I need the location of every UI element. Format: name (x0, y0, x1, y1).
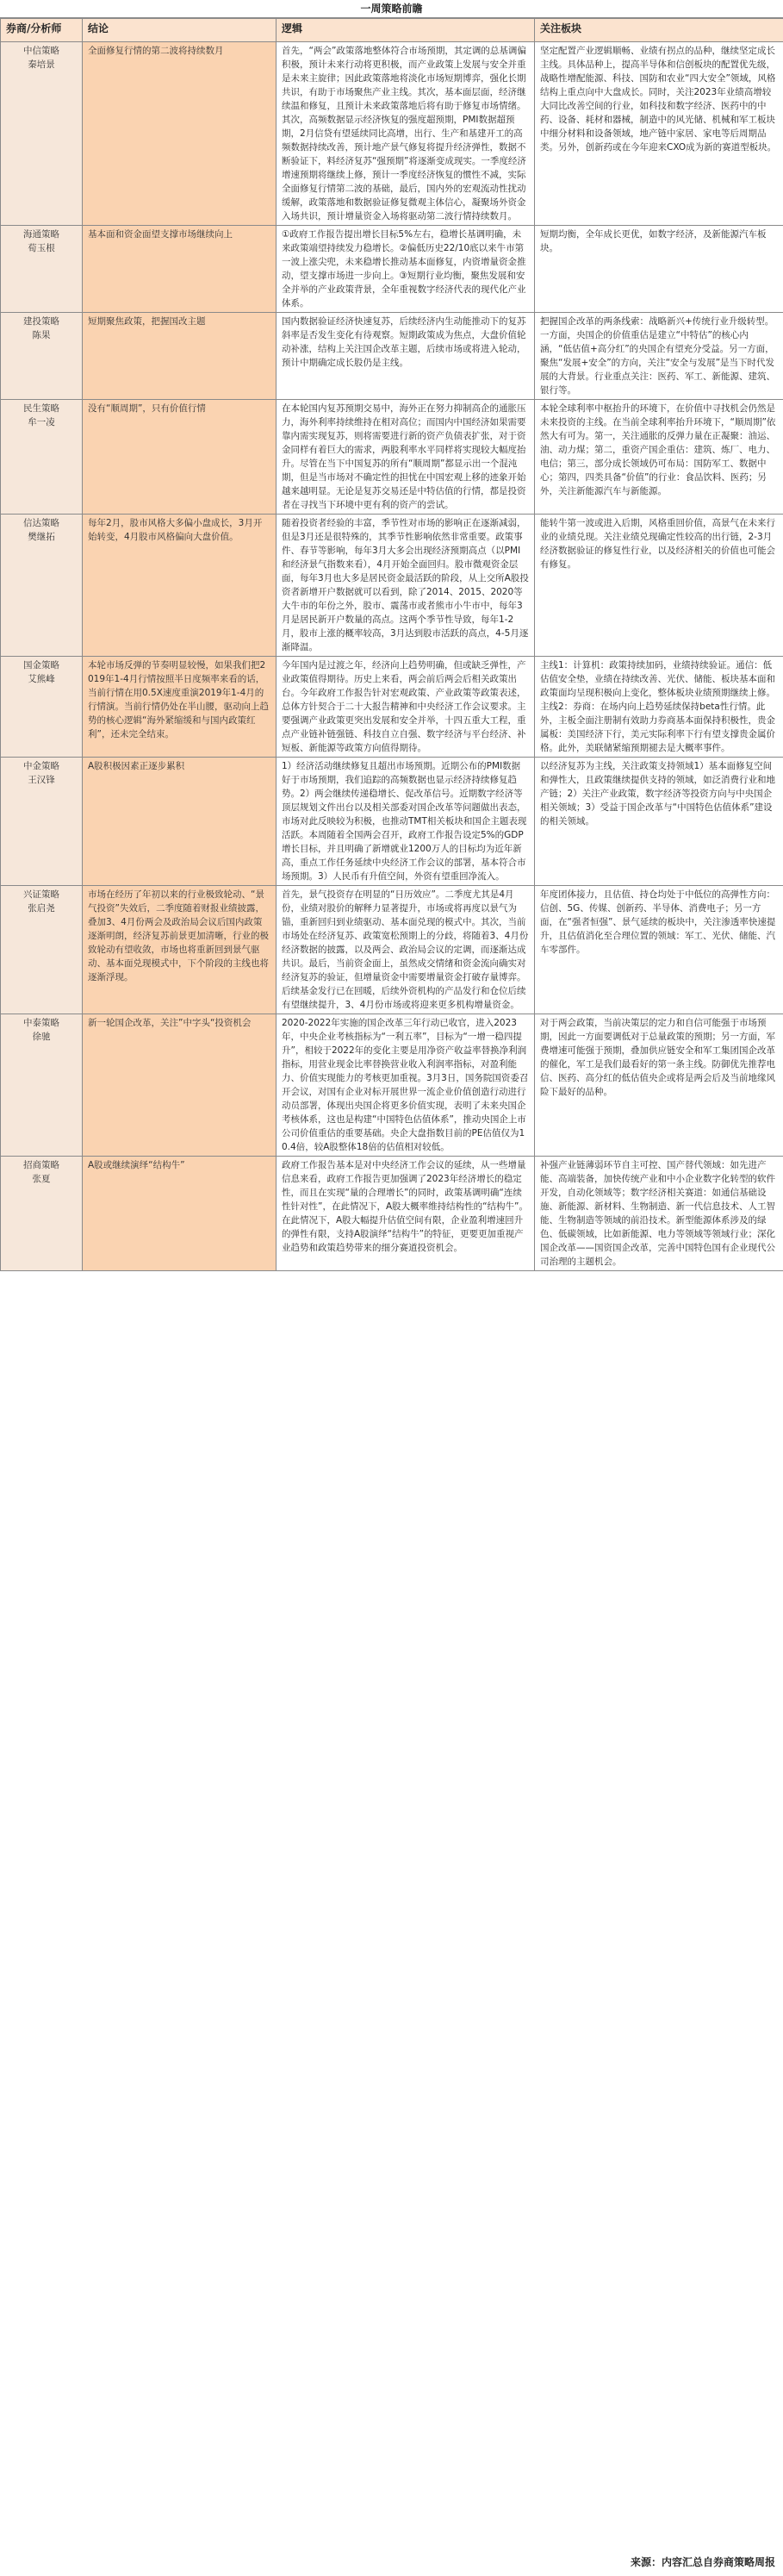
table-row (1, 42, 783, 226)
logic-cell: 在本轮国内复苏预期交易中，海外正在努力抑制高企的通胀压力，海外利率持续维持在相对高位；而国内中国经济如果需要靠内需实现复苏，则将需要进行新的资产负债表扩张，对于资金同样有着巨大的需求，两股利率水平同样将实现较大幅度抬升。尽管在当下中国复苏的所有“顺周期”都显示出一个混沌期，但是当市场对不确定性的担忧在中国宏观上移的迹象开始越来越明显。无论是复苏交易还是中特估值的行情，都是投资者在寻找当下环境中更有利的资产的尝试。 (277, 400, 535, 515)
analyst-name: 王汉锋 (28, 775, 55, 785)
table-row (1, 400, 783, 515)
conclusion-cell: 全面修复行情的第二波将持续数月 (83, 42, 277, 226)
broker-name: 民生策略 (23, 403, 59, 414)
focus-cell: 本轮全球利率中枢抬升的环境下，在价值中寻找机会仍然是未来投资的主线。在当前全球利率抬升环境下，“顺周期”依然大有可为。第一，关注通胀的反弹力量在正凝聚：油运、油、动力煤；第二，重资产国企重估：建筑、炼厂、电力、电信；第三，部分成长领域仍可布局：国防军工、数据中心；第四，四类具备“价值”的行业：食品饮料、医药；另外，关注新能源汽车与新能源。 (535, 400, 783, 515)
focus-cell: 坚定配置产业逻辑顺畅、业绩有拐点的品种，继续坚定成长主线。具体品种上，提高半导体和信创板块的配置优先级，战略性增配能源、科技、国防和农业“四大安全”领域，风格结构上重点向中大盘成长。同时，关注2023年业绩高增较大同比改善空间的行业，如科技和数字经济、医药中的中药、设备、耗材和器械，制造中的风光储、机械和军工板块中细分材料和设备领域，地产链中家居、家电等后周期品类。另外，创新药或在今年迎来CXO成为新的赛道型板块。 (535, 42, 783, 226)
conclusion-cell: 每年2月，股市风格大多偏小盘成长，3月开始转变，4月股市风格偏向大盘价值。 (83, 515, 277, 657)
analyst-name: 张启尧 (28, 903, 55, 914)
conclusion-cell: 市场在经历了年初以来的行业极致轮动、“景气投资”失效后，二季度随着财报业绩披露，叠加3、4月份两会及政治局会议后国内政策逐渐明朗，经济复苏前景更加清晰，行业的极致轮动有望收敛，市场也将重新回到景气驱动、基本面兑现模式中，下个阶段的主线也将逐渐浮现。 (83, 886, 277, 1014)
header-conclusion: 结论 (83, 19, 277, 42)
analyst-cell (1, 313, 83, 400)
focus-cell: 能转牛第一波或进入后期，风格重回价值，高景气在未来行业的业绩兑现。关注业绩兑现确定性较高的出行链，2-3月经济数据验证的修复性行业，以及经济相关的价值也可能会有修复。 (535, 515, 783, 657)
broker-name: 国金策略 (23, 660, 59, 671)
broker-name: 海通策略 (23, 229, 59, 240)
focus-cell: 年度团体接力，且估值、持仓均处于中低位的高弹性方向：信创、5G、传媒、创新药、半导体、消费电子；另一方面，在“强者恒强”、景气延续的板块中，关注渗透率快速提升，且估值消化至合理位置的领域：军工、光伏、储能、汽车零部件。 (535, 886, 783, 1014)
logic-cell: 国内数据验证经济快速复苏，后续经济内生动能推动下的复苏斜率是否发生变化有待观察。短期政策成为焦点，大盘价值轮动补涨，结构上关注国企改革主题，后续市场或将进入轮动，预计中期确定成长股仍是主线。 (277, 313, 535, 400)
focus-cell: 把握国企改革的两条线索：战略新兴+传统行业升级转型。一方面，央国企的价值重估是建立“中特估”的核心内涵，“低估值+高分红”的央国企有望充分受益。另一方面，聚焦“发展+安全”的方向，关注“安全与发展”是当下时代发展的大背景。行业重点关注：医药、军工、新能源、建筑、银行等。 (535, 313, 783, 400)
table-row (1, 886, 783, 1014)
table-row (1, 1157, 783, 1271)
focus-cell: 主线1：计算机：政策持续加码，业绩持续验证。通信：低估值安全垫，业绩在持续改善、光伏、储能、板块基本面和政策面均呈现积极向上变化，整体板块业绩预期继续上修。主线2：券商：在场内向上趋势延续保持beta性行情。此外，主板全面注册制有效助力券商基本面保持积极性，贵金属板：美国经济下行，美元实际利率下行有望支撑贵金属价格。此外，美联储紧缩预期褪去是大概率事件。 (535, 657, 783, 758)
broker-name: 中信策略 (23, 46, 59, 56)
analyst-cell (1, 758, 83, 886)
source-footer: 来源：内容汇总自券商策略周报 (630, 2556, 775, 2568)
analyst-name: 荀玉根 (28, 243, 55, 253)
logic-cell: 首先，景气投资存在明显的“日历效应”。二季度尤其是4月份，业绩对股价的解释力显著提升，市场或将再度以景气为锚，重新回归到业绩驱动、基本面兑现的模式中。其次，当前市场处在经济复苏、政策宽松预期上的分歧，将随着3、4月份经济数据的披露，以及两会、政治局会议的定调，而逐渐达成共识。最后，当前资金面上，虽然成交情绪和资金流向确实对经济复苏的验证，但增量资金中需要增量资金打破存量博弈。后续基金发行已在回暖，后续外资机构的产品发行和仓位后续有望继续提升，3、4月份市场或将迎来更多机构增量资金。 (277, 886, 535, 1014)
table-row (1, 758, 783, 886)
logic-cell: 政府工作报告基本是对中央经济工作会议的延续，从一些增量信息来看，政府工作报告更加强调了2023年经济增长的稳定性，而且在实现“量的合理增长”的同时，政策基调明确“连续性针对性”，在此情况下，A股大概率维持结构性的“结构牛”。在此情况下，A股大幅提升估值空间有限，企业盈利增速回升的弹性有限，支持A股演绎“结构牛”的特征，更要更加重视产业趋势和政策趋势带来的细分赛道投资机会。 (277, 1157, 535, 1271)
broker-name: 信达策略 (23, 518, 59, 528)
analyst-name: 张夏 (32, 1174, 51, 1184)
analyst-cell (1, 400, 83, 515)
logic-cell: 随着投资者经验的丰富，季节性对市场的影响正在逐渐减弱，但是3月还是很特殊的，其季节性影响依然非常重要。政策事件、春节等影响，每年3月大多会出现经济预期高点（以PMI和经济景气指数来看），4月开始全面回归。股市微观资金层面，每年3月也大多是居民资金最活跃的阶段，从上交所A股投资者新增开户数据就可以看到，除了2014、2015、2020等大牛市的年份之外，股市、震荡市或者熊市小牛市中，每年3月是居民新开户数量的高点。这两个季节性导致，每年1-2月，股市上涨的概率较高，3月达到股市活跃的高点，4-5月逐渐降温。 (277, 515, 535, 657)
analyst-name: 陈果 (32, 330, 51, 340)
page-title: 一周策略前瞻 (0, 0, 783, 18)
analyst-cell (1, 226, 83, 313)
analyst-name: 艾熊峰 (28, 674, 55, 684)
conclusion-cell: 短期聚焦政策，把握国改主题 (83, 313, 277, 400)
analyst-name: 樊继拓 (28, 532, 55, 542)
analyst-name: 秦培景 (28, 59, 55, 70)
header-row (1, 19, 783, 42)
table-row (1, 1014, 783, 1157)
table-row (1, 226, 783, 313)
header-broker: 券商/分析师 (1, 19, 83, 42)
table-row (1, 515, 783, 657)
strategy-table (0, 18, 783, 1271)
analyst-cell (1, 42, 83, 226)
logic-cell: 2020-2022年实施的国企改革三年行动已收官，进入2023年，中央企业考核指标为“一利五率”，目标为“一增一稳四提升”，相较于2022年的变化主要是用净资产收益率替换净利润指标，用营业现金比率替换营业收入利润率指标，对盈利能力、价值实现能力的考核更加重视。3月3日，国务院国资委召开会议，对国有企业对标开展世界一流企业价值创造行动进行动员部署，体现出央国企将更多价值实现，表明了未来央国企考核体系，这也是构建“中国特色估值体系”，推动央国企上市公司价值重估的重要基础。央企大盘指数目前的PE估值仅为10.4倍，较A股整体18倍的估值相对较低。 (277, 1014, 535, 1157)
focus-cell: 对于两会政策，当前决策层的定力和自信可能强于市场预期，因此一方面要调低对于总量政策的预期；另一方面，军费增速可能强于预期，叠加供应链安全和军工集团国企改革的催化，军工是我们最看好的第一条主线。防御优先推荐电信、医药、高分红的低估值央企或将是两会后及当前地缘风险下最好的品种。 (535, 1014, 783, 1157)
broker-name: 兴证策略 (23, 889, 59, 900)
broker-name: 建投策略 (23, 316, 59, 327)
logic-cell: 首先，“两会”政策落地整体符合市场预期，其定调的总基调偏积极，预计未来行动将更积极，而产业政策上发展与安全并重是未来主旋律；因此政策落地将淡化市场短期博弈，强化长期共识，有助于市场聚焦产业主线。其次，基本面层面，经济继续温和修复，且预计未来政策落地后将有助于修复市场情绪。其次，高频数据显示经济恢复的强度超预期，PMI数据超预期，2月信贷有望延续同比高增，出行、生产和基建开工的高频数据持续改善，预计地产景气修复将提升经济弹性，数据不断验证下，料经济复苏“强预期”将逐渐变成现实。一季度经济增速预期将继续上修，预计一季度经济恢复的惯性不减，实际全面修复行情第二波的基础，最后，国内外的宏观流动性扰动缓解，政策落地和数据验证修复微观主体信心，凝聚场外资金入场共识，预计增量资金入场将驱动第二波行情持续数月。 (277, 42, 535, 226)
conclusion-cell: A股或继续演绎“结构牛” (83, 1157, 277, 1271)
conclusion-cell: 基本面和资金面望支撑市场继续向上 (83, 226, 277, 313)
broker-name: 招商策略 (23, 1160, 59, 1170)
analyst-cell (1, 1157, 83, 1271)
header-focus: 关注板块 (535, 19, 783, 42)
table-row (1, 657, 783, 758)
analyst-cell (1, 1014, 83, 1157)
conclusion-cell: 新一轮国企改革，关注”中字头“投资机会 (83, 1014, 277, 1157)
analyst-cell (1, 515, 83, 657)
broker-name: 中金策略 (23, 761, 59, 771)
analyst-name: 徐驰 (32, 1032, 51, 1042)
logic-cell: 1）经济活动继续修复且超出市场预期。近期公布的PMI数据好于市场预期，我们追踪的高频数据也显示经济持续修复趋势。2）两会继续传递稳增长、促改革信号。近期数字经济等顶层规划文件出台以及相关部委对国企改革等问题做出表态，市场对此反映较为积极，也推动TMT相关板块和国企主题表现活跃。本周随着全国两会召开，政府工作报告设定5%的GDP增长目标，并且明确了新增就业1200万人的目标均为近年新高，重点工作任务延续中央经济工作会议的部署，基本符合市场预期。3）人民币有升值空间，外资有望重回净流入。 (277, 758, 535, 886)
logic-cell: 今年国内是过渡之年，经济向上趋势明确，但或缺乏弹性，产业政策值得期待。历史上来看，两会前后两会后相关政策出台。今年政府工作报告针对宏观政策、产业政策等政策表述，总体方针契合于二十大报告精神和中央经济工作会议要求。主要强调产业政策更突出发展和安全并举，十四五重大工程，重点产业链补链强链、科技自立自强、数字经济与平台经济、补短板、新能源等政策方向值得期待。 (277, 657, 535, 758)
analyst-cell (1, 657, 83, 758)
focus-cell: 补强产业链薄弱环节自主可控、国产替代领域：如先进产能、高端装备，加快传统产业和中小企业数字化转型的软件开发，自动化领域等；数字经济相关赛道：如通信基础设施、新能源、新材料、生物制造、新一代信息技术、人工智能、生物制造等领域的前沿技术。新型能源体系涉及的绿色、低碳领域，比如新能源、电力等领域等领域行业；深化国企改革——国资国企改革，完善中国特色国有企业现代公司治理的主题机会。 (535, 1157, 783, 1271)
conclusion-cell: A股积极因素正逐步累积 (83, 758, 277, 886)
header-logic: 逻辑 (277, 19, 535, 42)
logic-cell: ①政府工作报告提出增长目标5%左右，稳增长基调明确，未来政策端望持续发力稳增长。②偏低历史22/10底以来牛市第一波上涨尖兜，未来稳增长推动基本面修复，内资增量资金推动，望支撑市场进一步向上。③短期行业均衡，聚焦发展和安全并举的产业政策背景，全年重视数字经济代表的现代化产业体系。 (277, 226, 535, 313)
conclusion-cell: 本轮市场反弹的节奏明显较慢，如果我们把2019年1-4月行情按照半日度频率来看的话，当前行情在用0.5X速度重演2019年1-4月的行情演。当前行情仍处在半山腰，驱动向上趋势的核心逻辑“海外紧缩缓和与国内政策红利”，还未完全结束。 (83, 657, 277, 758)
conclusion-cell: 没有“顺周期”，只有价值行情 (83, 400, 277, 515)
broker-name: 中泰策略 (23, 1018, 59, 1028)
focus-cell: 以经济复苏为主线，关注政策支持领域1）基本面修复空间和弹性大，且政策继续提供支持的领域，如泛消费行业和地产链；2）关注产业政策，数字经济等投资方向与中央国企相关领域；3）受益于国企改革与“中国特色估值体系”建设的相关领域。 (535, 758, 783, 886)
analyst-cell (1, 886, 83, 1014)
table-row (1, 313, 783, 400)
focus-cell: 短期均衡，全年成长更优，如数字经济，及新能源汽车板块。 (535, 226, 783, 313)
analyst-name: 牟一凌 (28, 417, 55, 427)
